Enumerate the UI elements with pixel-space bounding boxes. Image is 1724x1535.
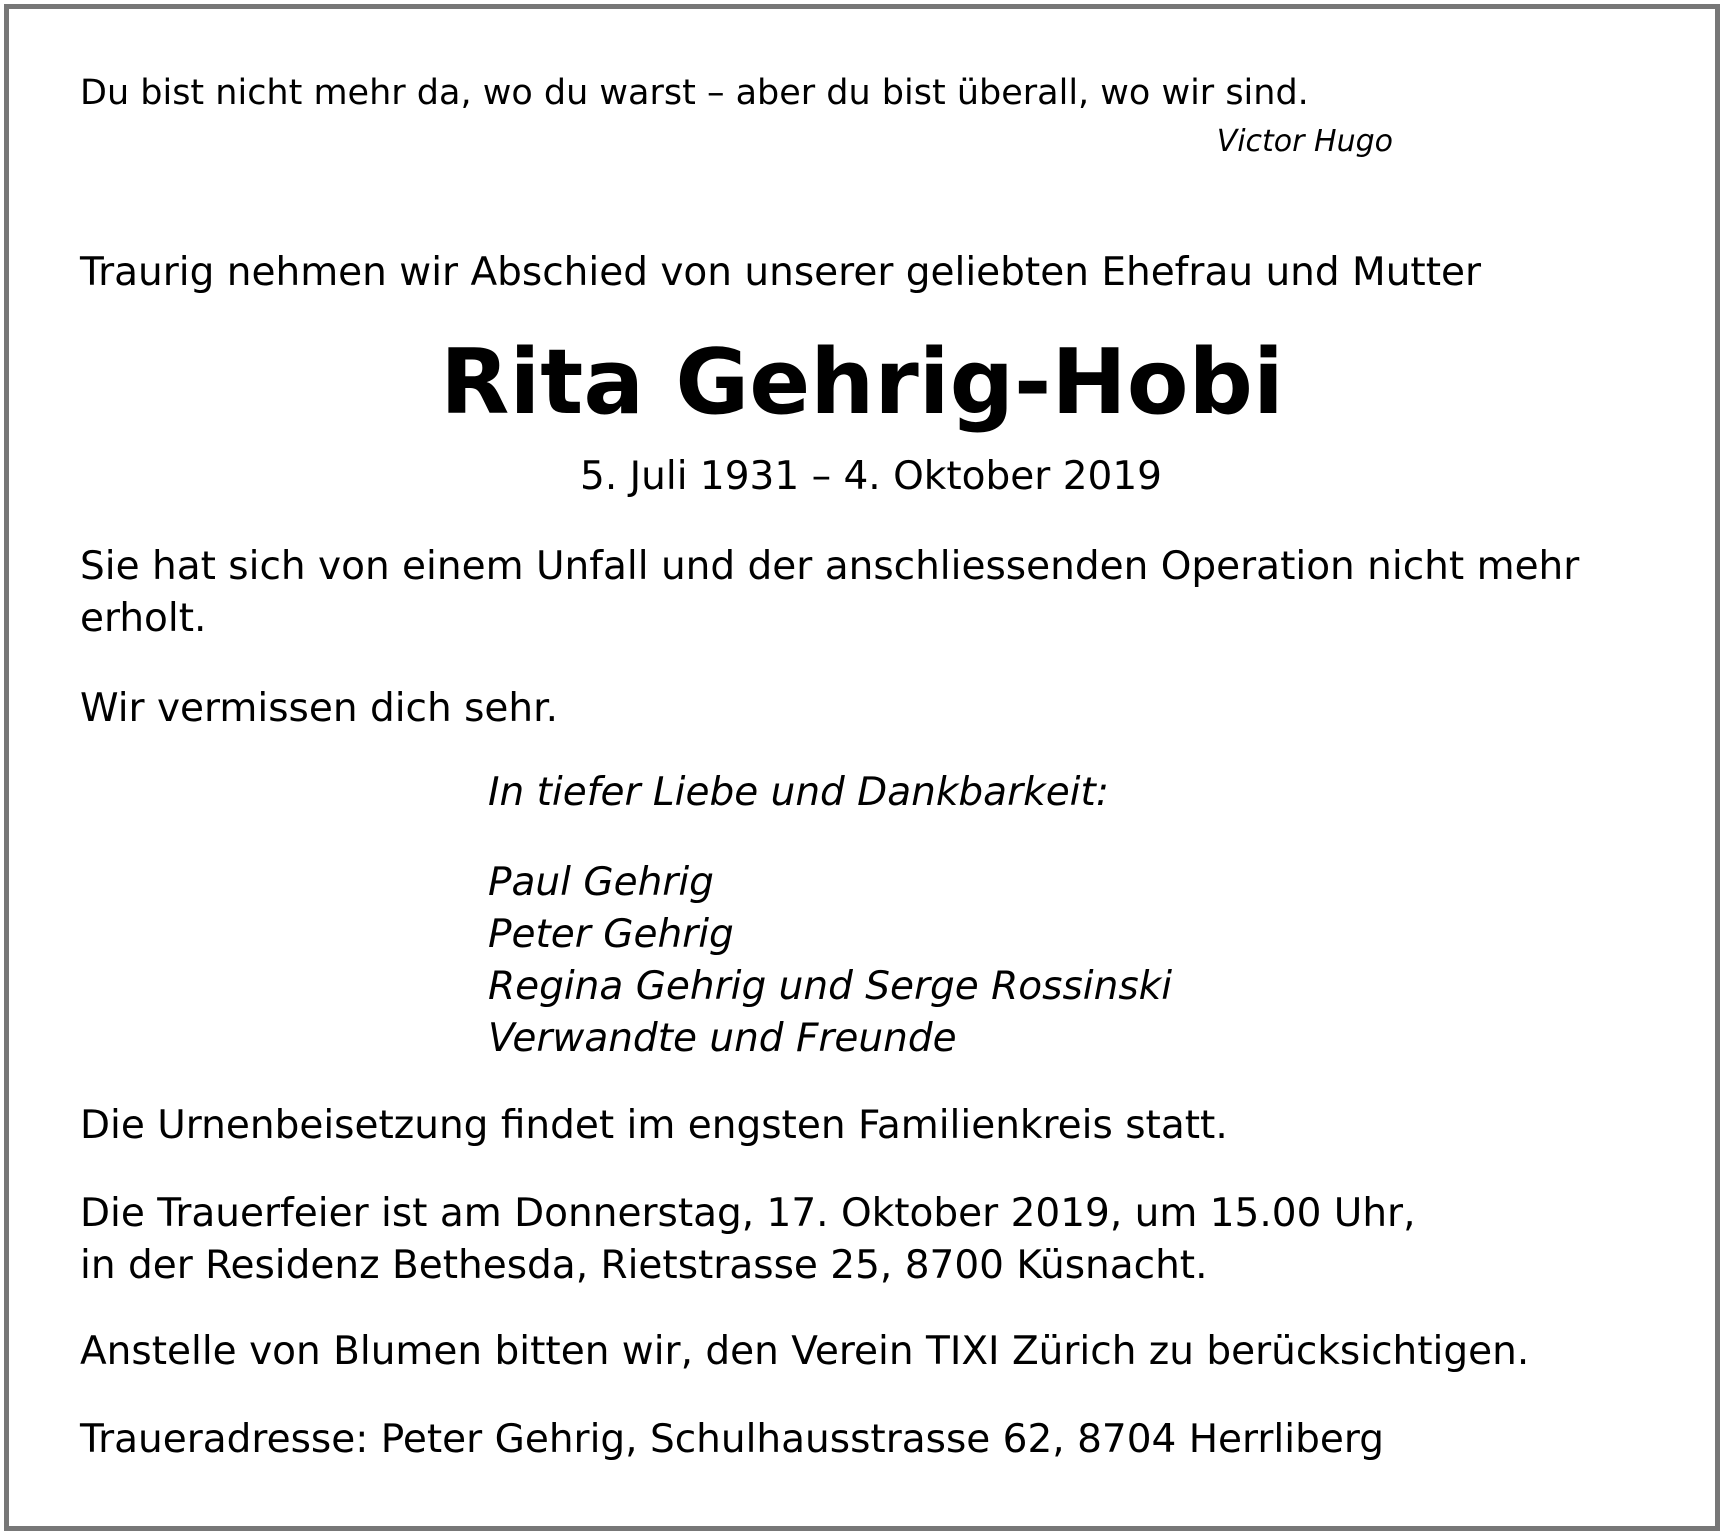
life-dates: 5. Juli 1931 – 4. Oktober 2019 [580, 454, 1162, 499]
burial-paragraph: Die Urnenbeisetzung findet im engsten Familienkreis statt. [80, 1103, 1228, 1148]
ceremony-paragraph [80, 1188, 1415, 1292]
ceremony-line-1: Die Trauerfeier ist am Donnerstag, 17. Oktober 2019, um 15.00 Uhr, [80, 1191, 1416, 1236]
obituary-frame [4, 4, 1720, 1531]
closing-phrase: In tiefer Liebe und Dankbarkeit: [488, 770, 1109, 815]
mourner-name: Regina Gehrig und Serge Rossinski [488, 964, 1173, 1009]
mourners-list [488, 857, 1172, 1065]
donation-paragraph: Anstelle von Blumen bitten wir, den Verein TIXI Zürich zu berücksichtigen. [80, 1329, 1530, 1374]
quote-author: Victor Hugo [1216, 124, 1393, 159]
intro-text: Traurig nehmen wir Abschied von unserer geliebten Ehefrau und Mutter [80, 250, 1482, 295]
cause-line-2: erholt. [80, 596, 207, 641]
cause-line-1: Sie hat sich von einem Unfall und der anschliessenden Operation nicht mehr [80, 544, 1580, 589]
ceremony-line-2: in der Residenz Bethesda, Rietstrasse 25, 8700 Küsnacht. [80, 1243, 1208, 1288]
mourner-name: Paul Gehrig [488, 860, 714, 905]
mourner-name: Peter Gehrig [488, 912, 734, 957]
deceased-name: Rita Gehrig-Hobi [440, 330, 1284, 435]
quote-text: Du bist nicht mehr da, wo du warst – aber du bist überall, wo wir sind. [80, 73, 1309, 113]
miss-paragraph: Wir vermissen dich sehr. [80, 686, 558, 731]
mourner-name: Verwandte und Freunde [488, 1016, 957, 1061]
mourning-address: Traueradresse: Peter Gehrig, Schulhausstrasse 62, 8704 Herrliberg [80, 1417, 1384, 1462]
cause-paragraph [80, 541, 1579, 645]
